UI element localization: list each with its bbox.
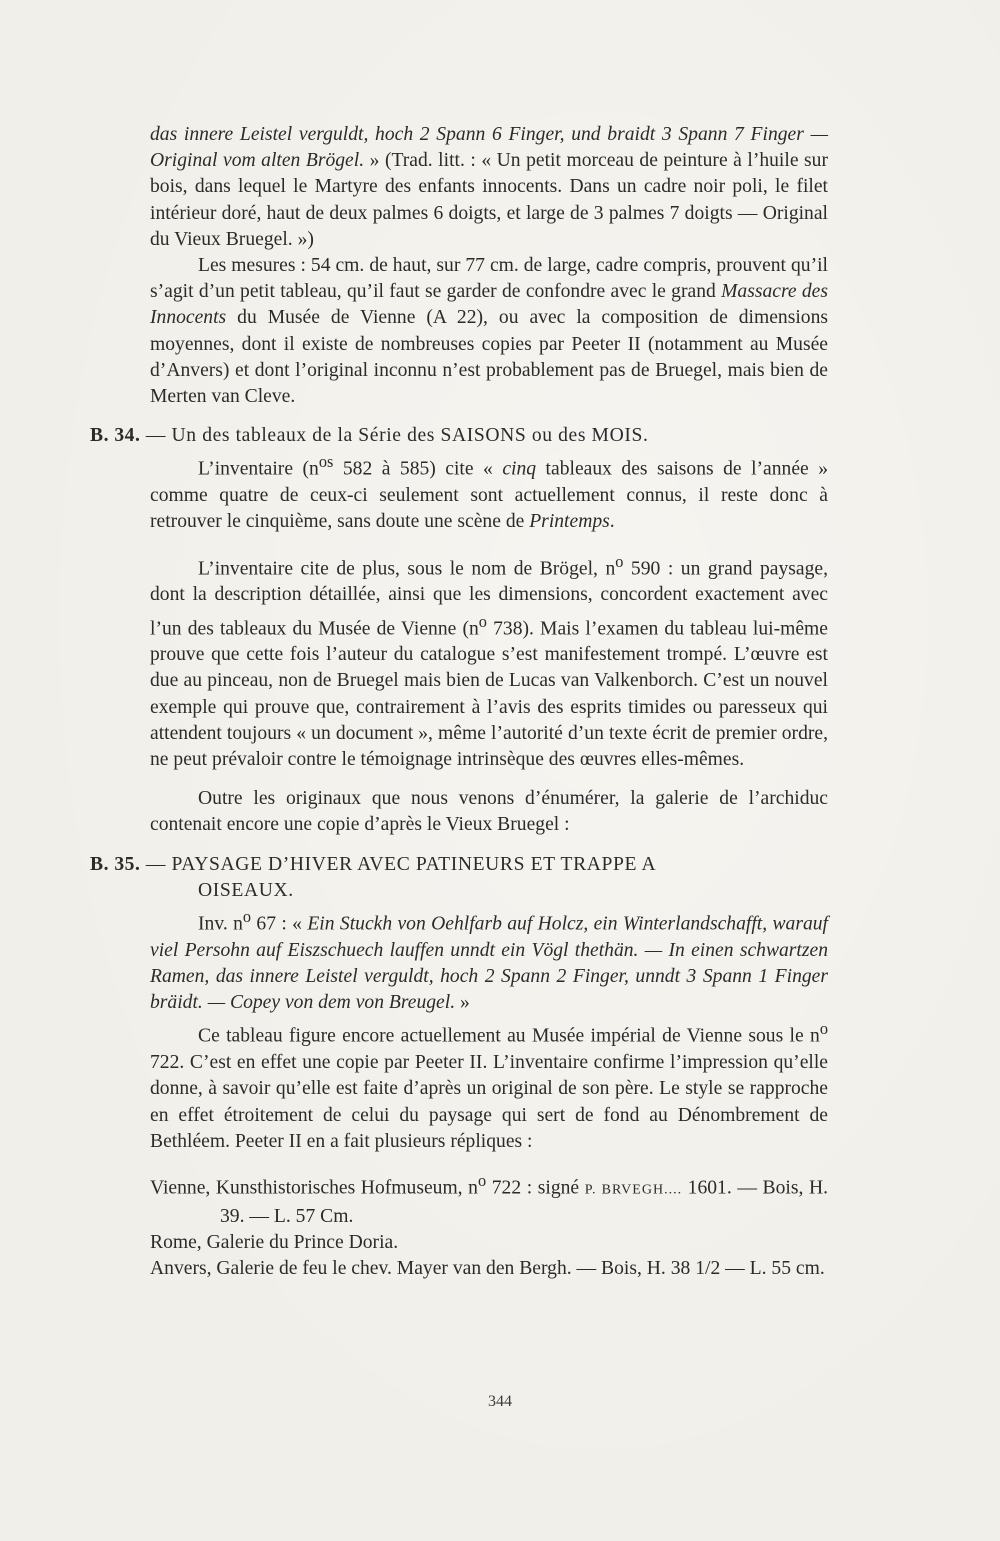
paragraph-vienna-copy [150, 1016, 828, 1155]
superscript: o [478, 611, 487, 631]
paragraph-inventory-67 [150, 904, 828, 1016]
entry-title: — PAYSAGE D’HIVER AVEC PATINEURS ET TRAPPE A [140, 853, 657, 875]
italic-word: Printemps [529, 511, 610, 533]
paragraph-quote-continuation [150, 122, 828, 253]
text-run: » [455, 992, 470, 1014]
body-text [90, 122, 829, 1282]
text-run: 722 : signé [486, 1177, 585, 1199]
text-run: 1601. — Bois, H. 39. — L. 57 Cm. [220, 1177, 829, 1227]
signature-text: P. BRVEGH.... [584, 1182, 683, 1198]
text-run: Inv. n [198, 913, 243, 935]
italic-word: cinq [502, 458, 537, 480]
list-item-antwerp: Anvers, Galerie de feu le chev. Mayer van den Bergh. — Bois, H. 38 1/2 — L. 55 cm. [150, 1258, 825, 1280]
text-run: 582 à 585) cite « [333, 458, 503, 480]
text-run: . [609, 511, 615, 533]
superscript: os [318, 452, 334, 472]
text-run: Les mesures : 54 cm. de haut, sur 77 cm. de large, cadre compris, prouvent qu’il s’agit d’un petit tableau, qu’il faut se garder de confondre avec le grand [150, 255, 828, 303]
text-run: 738). Mais l’examen du tableau lui-même prouve que cette fois l’auteur du catalogue s’est manifestement trompé. L’œuvre est due au pinceau, non de Bruegel mais bien de Lucas van Valkenborch. C’est un nouvel exemple qui prouve que, contrairement à l’avis des esprits timides ou paresseux qui attendent toujours « un document », même l’autorité d’un texte écrit de premier ordre, ne peut prévaloir contre le témoignage intrinsèque des œuvres elles-mêmes. [150, 618, 828, 771]
paragraph-inventory-seasons [150, 449, 828, 535]
text-run: du Musée de Vienne (A 22), ou avec la composition de dimensions moyennes, dont il existe de nombreuses copies par Peeter II (notamment au Musée d’Anvers) et dont l’original inconnu n’est probablement pas de Bruegel, mais bien de Merten van Cleve. [150, 307, 828, 408]
entry-code: B. 34. [90, 425, 141, 447]
list-item-vienna [150, 1168, 828, 1230]
entry-b35-heading-cont: OISEAUX. [198, 879, 294, 901]
translation-text: » (Trad. litt. : « Un petit morceau de peinture à l’huile sur bois, dans lequel le Martyre des enfants innocents. Dans un cadre noir poli, le filet intérieur doré, haut de deux palmes 6 doigts, et large de 3 palmes 7 doigts — Original du Vieux Bruegel. ») [150, 150, 828, 250]
superscript: o [242, 907, 252, 927]
artwork-title: Massacre des Innocents [150, 281, 828, 329]
german-quote: das innere Leistel verguldt, hoch 2 Spann 6 Finger, und braidt 3 Spann 7 Finger — Original vom alten Brögel. [150, 124, 828, 172]
superscript: o [477, 1170, 487, 1190]
paragraph-measurements [150, 253, 828, 410]
entry-b35-heading [90, 852, 828, 878]
entry-title: — Un des tableaux de la Série des SAISONS ou des MOIS. [140, 425, 649, 447]
german-quote: Ein Stuckh von Oehlfarb auf Holcz, ein Winterlandschafft, warauf viel Persohn auf Eiszschuech lauffen unndt ein Vögl thethän. — In einen schwartzen Ramen, das innere Leistel verguldt, hoch 2 Spann 2 Finger, unndt 3 Spann 1 Finger bräidt. — Copey von dem von Breugel. [150, 913, 828, 1014]
entry-code: B. 35. [90, 853, 141, 875]
text-run: L’inventaire cite de plus, sous le nom de Brögel, n [198, 558, 616, 580]
text-run: tableaux des saisons de l’année » comme quatre de ceux-ci seulement sont actuellement connus, il reste donc à retrouver le cinquième, sans doute une scène de [150, 458, 828, 533]
text-run: Ce tableau figure encore actuellement au Musée impérial de Vienne sous le n [198, 1025, 820, 1047]
entry-b34-heading [90, 423, 828, 449]
text-run: 590 : un grand paysage, dont la description détaillée, ainsi que les dimensions, concordent exactement avec l’un des tableaux du Musée de Vienne (n [150, 558, 828, 640]
paragraph-inventory-landscape [150, 549, 828, 774]
text-run: 67 : « [251, 913, 308, 935]
text-run: Vienne, Kunsthistorisches Hofmuseum, n [150, 1177, 478, 1199]
text-run: 722. C’est en effet une copie par Peeter II. L’inventaire confirme l’impression qu’elle donne, à savoir qu’elle est faite d’après un original de son père. Le style se rapproche en effet étroitement de celui du paysage qui sert de fond au Dénombrement de Bethléem. Peeter II en a fait plusieurs répliques : [150, 1052, 828, 1152]
text-run: L’inventaire (n [198, 458, 319, 480]
superscript: o [819, 1019, 828, 1039]
page-number: 344 [488, 1393, 512, 1410]
superscript: o [615, 551, 624, 571]
list-item-rome: Rome, Galerie du Prince Doria. [150, 1231, 399, 1253]
paragraph-archduke-copy: Outre les originaux que nous venons d’énumérer, la galerie de l’archiduc contenait encore une copie d’après le Vieux Bruegel : [150, 788, 828, 836]
